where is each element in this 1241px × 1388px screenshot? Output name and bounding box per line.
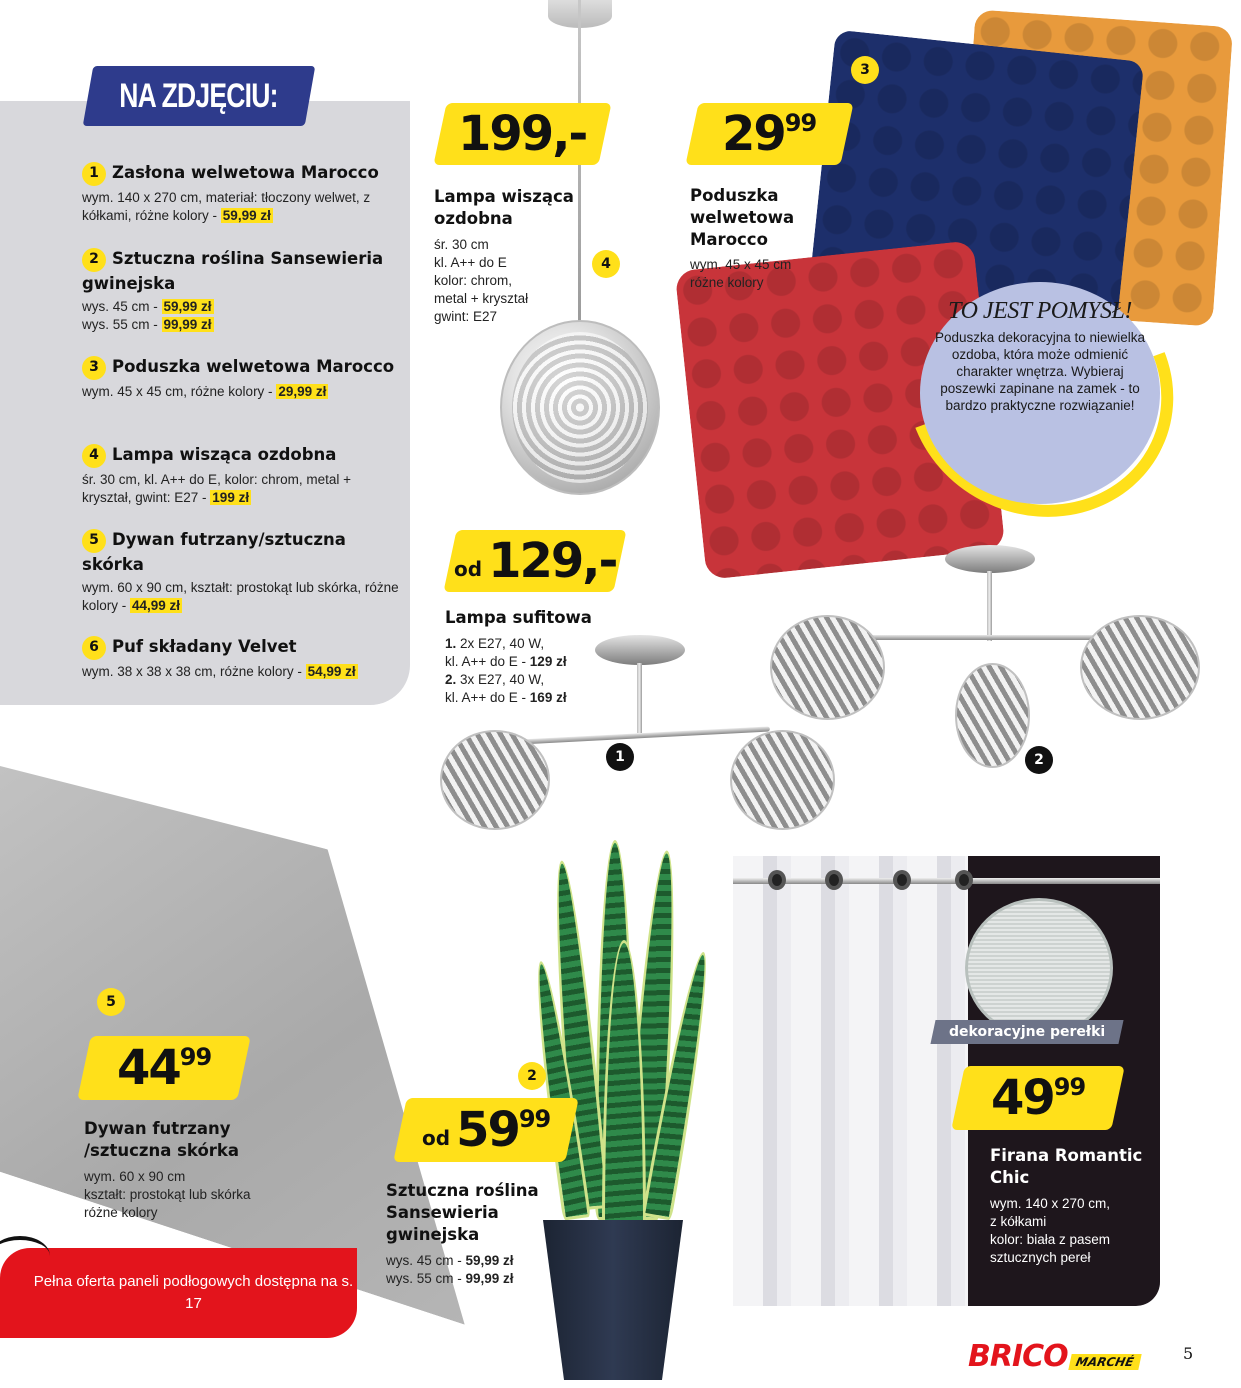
variant-badge-2: 2 (1025, 746, 1053, 774)
idea-text: Poduszka dekoracyjna to niewielka ozdoba, która może odmienić charakter wnętrza. Wybieraj poszewki zapinane na zamek - to bardzo praktyczne rozwiązanie! (934, 330, 1146, 413)
plant-desc: wys. 45 cm - 59,99 zł wys. 55 cm - 99,99 zł (386, 1253, 514, 1286)
price-tag-pillow: 29 99 (685, 103, 853, 165)
price-tag-plant: od 59 99 (393, 1098, 579, 1162)
price-tag-pendant-lamp: 199,- (433, 103, 611, 165)
panel-item-1: 1 Zasłona welwetowa Marocco wym. 140 x 270 cm, materiał: tłoczony welwet, z kółkami, różne kolory - 59,99 zł (82, 163, 379, 223)
number-badge: 3 (82, 356, 106, 380)
idea-callout (920, 282, 1160, 504)
pearls-label: dekoracyjne perełki (930, 1020, 1123, 1044)
number-badge: 1 (82, 162, 106, 186)
curtain-rod-image (733, 878, 1160, 884)
panel-item-5: 5 Dywan futrzany/sztuczna skórka wym. 60 x 90 cm, kształt: prostokąt lub skórka, różne kolory - 44,99 zł (82, 530, 399, 613)
number-badge: 5 (82, 529, 106, 553)
panel-item-6: 6 Puf składany Velvet wym. 38 x 38 x 38 cm, różne kolory - 54,99 zł (82, 637, 356, 679)
price: 54,99 zł (307, 663, 356, 679)
curtain-title: Firana Romantic Chic (990, 1146, 1143, 1187)
panel-item-3: 3 Poduszka welwetowa Marocco wym. 45 x 45 cm, różne kolory - 29,99 zł (82, 357, 395, 399)
price: 99,99 zł (163, 316, 212, 332)
product-badge-2: 2 (518, 1062, 546, 1090)
white-curtain-image (733, 856, 968, 1306)
brico-marche-logo: BRICO MARCHÉ (968, 1342, 1139, 1372)
snake-plant-image (540, 840, 700, 1240)
price-tag-rug: 44 99 (77, 1036, 251, 1100)
curtain-desc: wym. 140 x 270 cm, z kółkami kolor: biała z pasem sztucznych pereł (990, 1196, 1111, 1265)
plant-title: Sztuczna roślina Sansewieria gwinejska (386, 1181, 539, 1244)
rug-title: Dywan futrzany /sztuczna skórka (84, 1119, 240, 1160)
ceiling-lamp-title: Lampa sufitowa (445, 608, 592, 627)
na-zdjeciu-banner: NA ZDJĘCIU: (83, 66, 316, 126)
price: 199 zł (212, 489, 250, 505)
page-number: 5 (1183, 1344, 1194, 1363)
price: 44,99 zł (132, 597, 181, 613)
price: 59,99 zł (222, 207, 271, 223)
variant-badge-1: 1 (606, 743, 634, 771)
pillow-desc: wym. 45 x 45 cm różne kolory (690, 257, 792, 290)
price: 29,99 zł (278, 383, 327, 399)
price: 59,99 zł (163, 298, 212, 314)
price-tag-ceiling-lamp: od 129,- (443, 530, 626, 592)
idea-header: TO JEST POMYSŁ! (948, 298, 1132, 324)
pendant-lamp-title: Lampa wisząca ozdobna (434, 187, 574, 228)
rug-desc: wym. 60 x 90 cm kształt: prostokąt lub skórka różne kolory (84, 1169, 251, 1220)
product-badge-3: 3 (851, 56, 879, 84)
price-tag-curtain: 49 99 (951, 1066, 1125, 1130)
panel-item-2: 2 Sztuczna roślina Sansewieria gwinejska wys. 45 cm - 59,99 zł wys. 55 cm - 99,99 zł (82, 249, 384, 332)
ceiling-lamp-variants: 1. 2x E27, 40 W, kl. A++ do E - 129 zł 2. 3x E27, 40 W, kl. A++ do E - 169 zł (445, 636, 567, 705)
pendant-lamp-desc: śr. 30 cm kl. A++ do E kolor: chrom, metal + kryształ gwint: E27 (434, 237, 529, 324)
product-badge-4: 4 (592, 250, 620, 278)
number-badge: 2 (82, 248, 106, 272)
ceiling-lamp-3-bulb-image (770, 545, 1210, 775)
fabric-zoom-circle (965, 898, 1113, 1038)
number-badge: 6 (82, 636, 106, 660)
pillow-title: Poduszka welwetowa Marocco (690, 186, 795, 249)
product-badge-5: 5 (97, 988, 125, 1016)
panel-item-4: 4 Lampa wisząca ozdobna śr. 30 cm, kl. A++ do E, kolor: chrom, metal + kryształ, gwint: E27 - 199 zł (82, 445, 351, 505)
flooring-notice-link[interactable]: Pełna oferta paneli podłogowych dostępna na s. 17 (0, 1248, 357, 1338)
crystal-pendant-lamp-image (500, 320, 660, 495)
notice-arrow-icon (0, 1236, 50, 1276)
plant-pot-image (543, 1220, 683, 1380)
number-badge: 4 (82, 444, 106, 468)
